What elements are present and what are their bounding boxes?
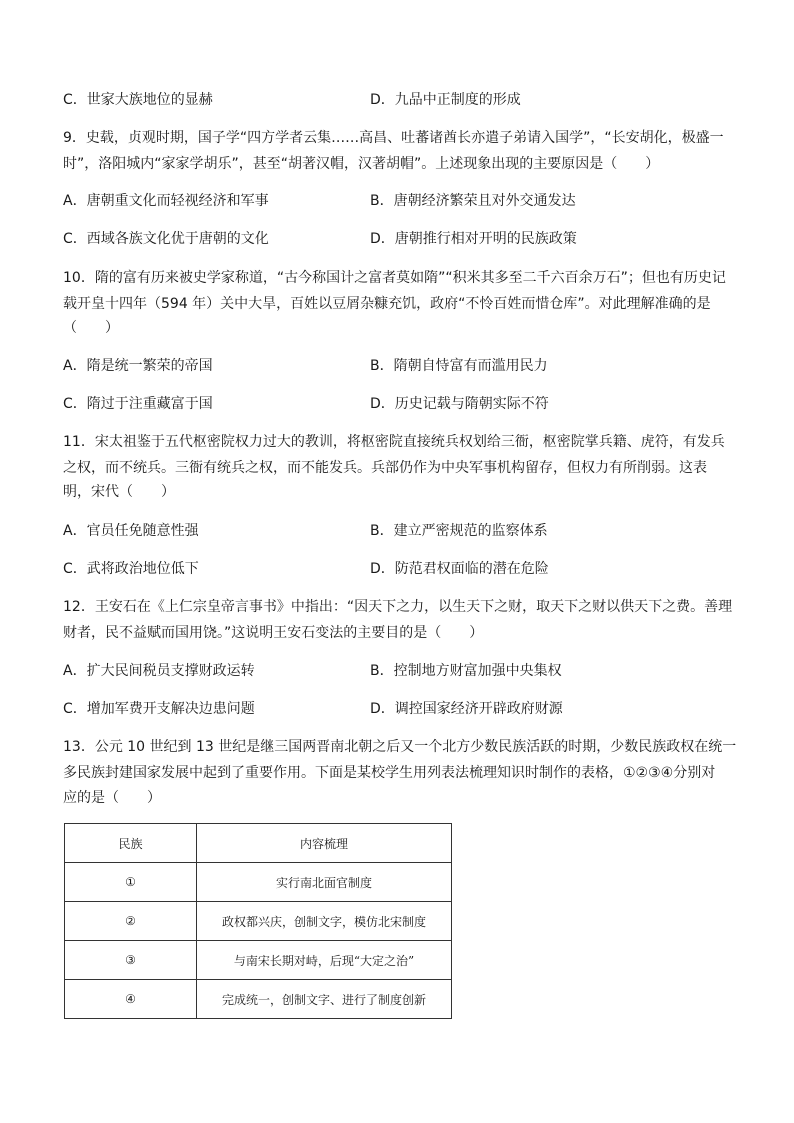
q11-option-c: C．武将政治地位低下: [63, 561, 199, 577]
q8-option-c: C．世家大族地位的显赫: [63, 92, 213, 108]
q9-option-d: D．唐朝推行相对开明的民族政策: [370, 231, 577, 247]
table-cell-content: 政权都兴庆，创制文字，模仿北宋制度: [197, 902, 452, 941]
q11-stem-line2: 之权，而不统兵。三衙有统兵之权，而不能发兵。兵部仍作为中央军事机构留存，但权力有所削弱。这表: [63, 460, 707, 476]
table-row: [65, 863, 452, 902]
table-cell-content: 与南宋长期对峙，后现“大定之治”: [197, 941, 452, 980]
q10-option-b: B．隋朝自恃富有而滥用民力: [370, 358, 548, 374]
q11-option-d: D．防范君权面临的潜在危险: [370, 561, 549, 577]
q10-option-d: D．历史记载与隋朝实际不符: [370, 396, 549, 412]
table-row: [65, 980, 452, 1019]
table-cell-content: 完成统一，创制文字、进行了制度创新: [197, 980, 452, 1019]
q13-stem-line3: 应的是（ ）: [63, 790, 161, 806]
table-cell-ethnicity: ③: [65, 941, 197, 980]
table-cell-content: 实行南北面官制度: [197, 863, 452, 902]
q9-stem-line2: 时”，洛阳城内“家家学胡乐”，甚至“胡著汉帽，汉著胡帽”。上述现象出现的主要原因是（ ）: [63, 156, 660, 172]
q11-stem-line3: 明，宋代（ ）: [63, 484, 175, 500]
q13-stem-line1: 13．公元 10 世纪到 13 世纪是继三国两晋南北朝之后又一个北方少数民族活跃的时期，少数民族政权在统一: [63, 739, 737, 755]
q9-stem-line1: 9．史载，贞观时期，国子学“四方学者云集……高昌、吐蕃诸酋长亦遣子弟请入国学”，“长安胡化，极盛一: [63, 130, 724, 146]
q9-option-c: C．西域各族文化优于唐朝的文化: [63, 231, 269, 247]
q10-option-a: A．隋是统一繁荣的帝国: [63, 358, 213, 374]
table-header-row: [65, 824, 452, 863]
q11-stem-line1: 11．宋太祖鉴于五代枢密院权力过大的教训，将枢密院直接统兵权划给三衙，枢密院掌兵籍、虎符，有发兵: [63, 434, 725, 450]
table-cell-ethnicity: ④: [65, 980, 197, 1019]
q12-stem-line1: 12．王安石在《上仁宗皇帝言事书》中指出：“因天下之力，以生天下之财，取天下之财以供天下之费。善理: [63, 599, 733, 615]
table-row: [65, 902, 452, 941]
q8-option-d: D．九品中正制度的形成: [370, 92, 521, 108]
table-header-ethnicity: 民族: [65, 824, 197, 863]
q10-stem-line3: （ ）: [63, 320, 119, 336]
table-row: [65, 941, 452, 980]
q12-option-c: C．增加军费开支解决边患问题: [63, 701, 255, 717]
q11-option-b: B．建立严密规范的监察体系: [370, 523, 548, 539]
q13-stem-line2: 多民族封建国家发展中起到了重要作用。下面是某校学生用列表法梳理知识时制作的表格，①②③④分别对: [63, 765, 716, 781]
q13-table: [64, 823, 452, 1019]
q12-option-d: D．调控国家经济开辟政府财源: [370, 701, 563, 717]
q10-stem-line1: 10．隋的富有历来被史学家称道，“古今称国计之富者莫如隋”“积米其多至二千六百余万石”；但也有历史记: [63, 270, 726, 286]
q11-option-a: A．官员任免随意性强: [63, 523, 199, 539]
table-header-content: 内容梳理: [197, 824, 452, 863]
q12-stem-line2: 财者，民不益赋而国用饶。”这说明王安石变法的主要目的是（ ）: [63, 625, 484, 641]
q10-stem-line2: 载开皇十四年（594 年）关中大旱，百姓以豆屑杂糠充饥，政府“不怜百姓而惜仓库”。对此理解准确的是: [63, 296, 711, 312]
table-cell-ethnicity: ①: [65, 863, 197, 902]
q10-option-c: C．隋过于注重藏富于国: [63, 396, 213, 412]
q12-option-a: A．扩大民间税员支撑财政运转: [63, 663, 255, 679]
table-cell-ethnicity: ②: [65, 902, 197, 941]
q9-option-b: B．唐朝经济繁荣且对外交通发达: [370, 193, 576, 209]
q9-option-a: A．唐朝重文化而轻视经济和军事: [63, 193, 269, 209]
q12-option-b: B．控制地方财富加强中央集权: [370, 663, 562, 679]
